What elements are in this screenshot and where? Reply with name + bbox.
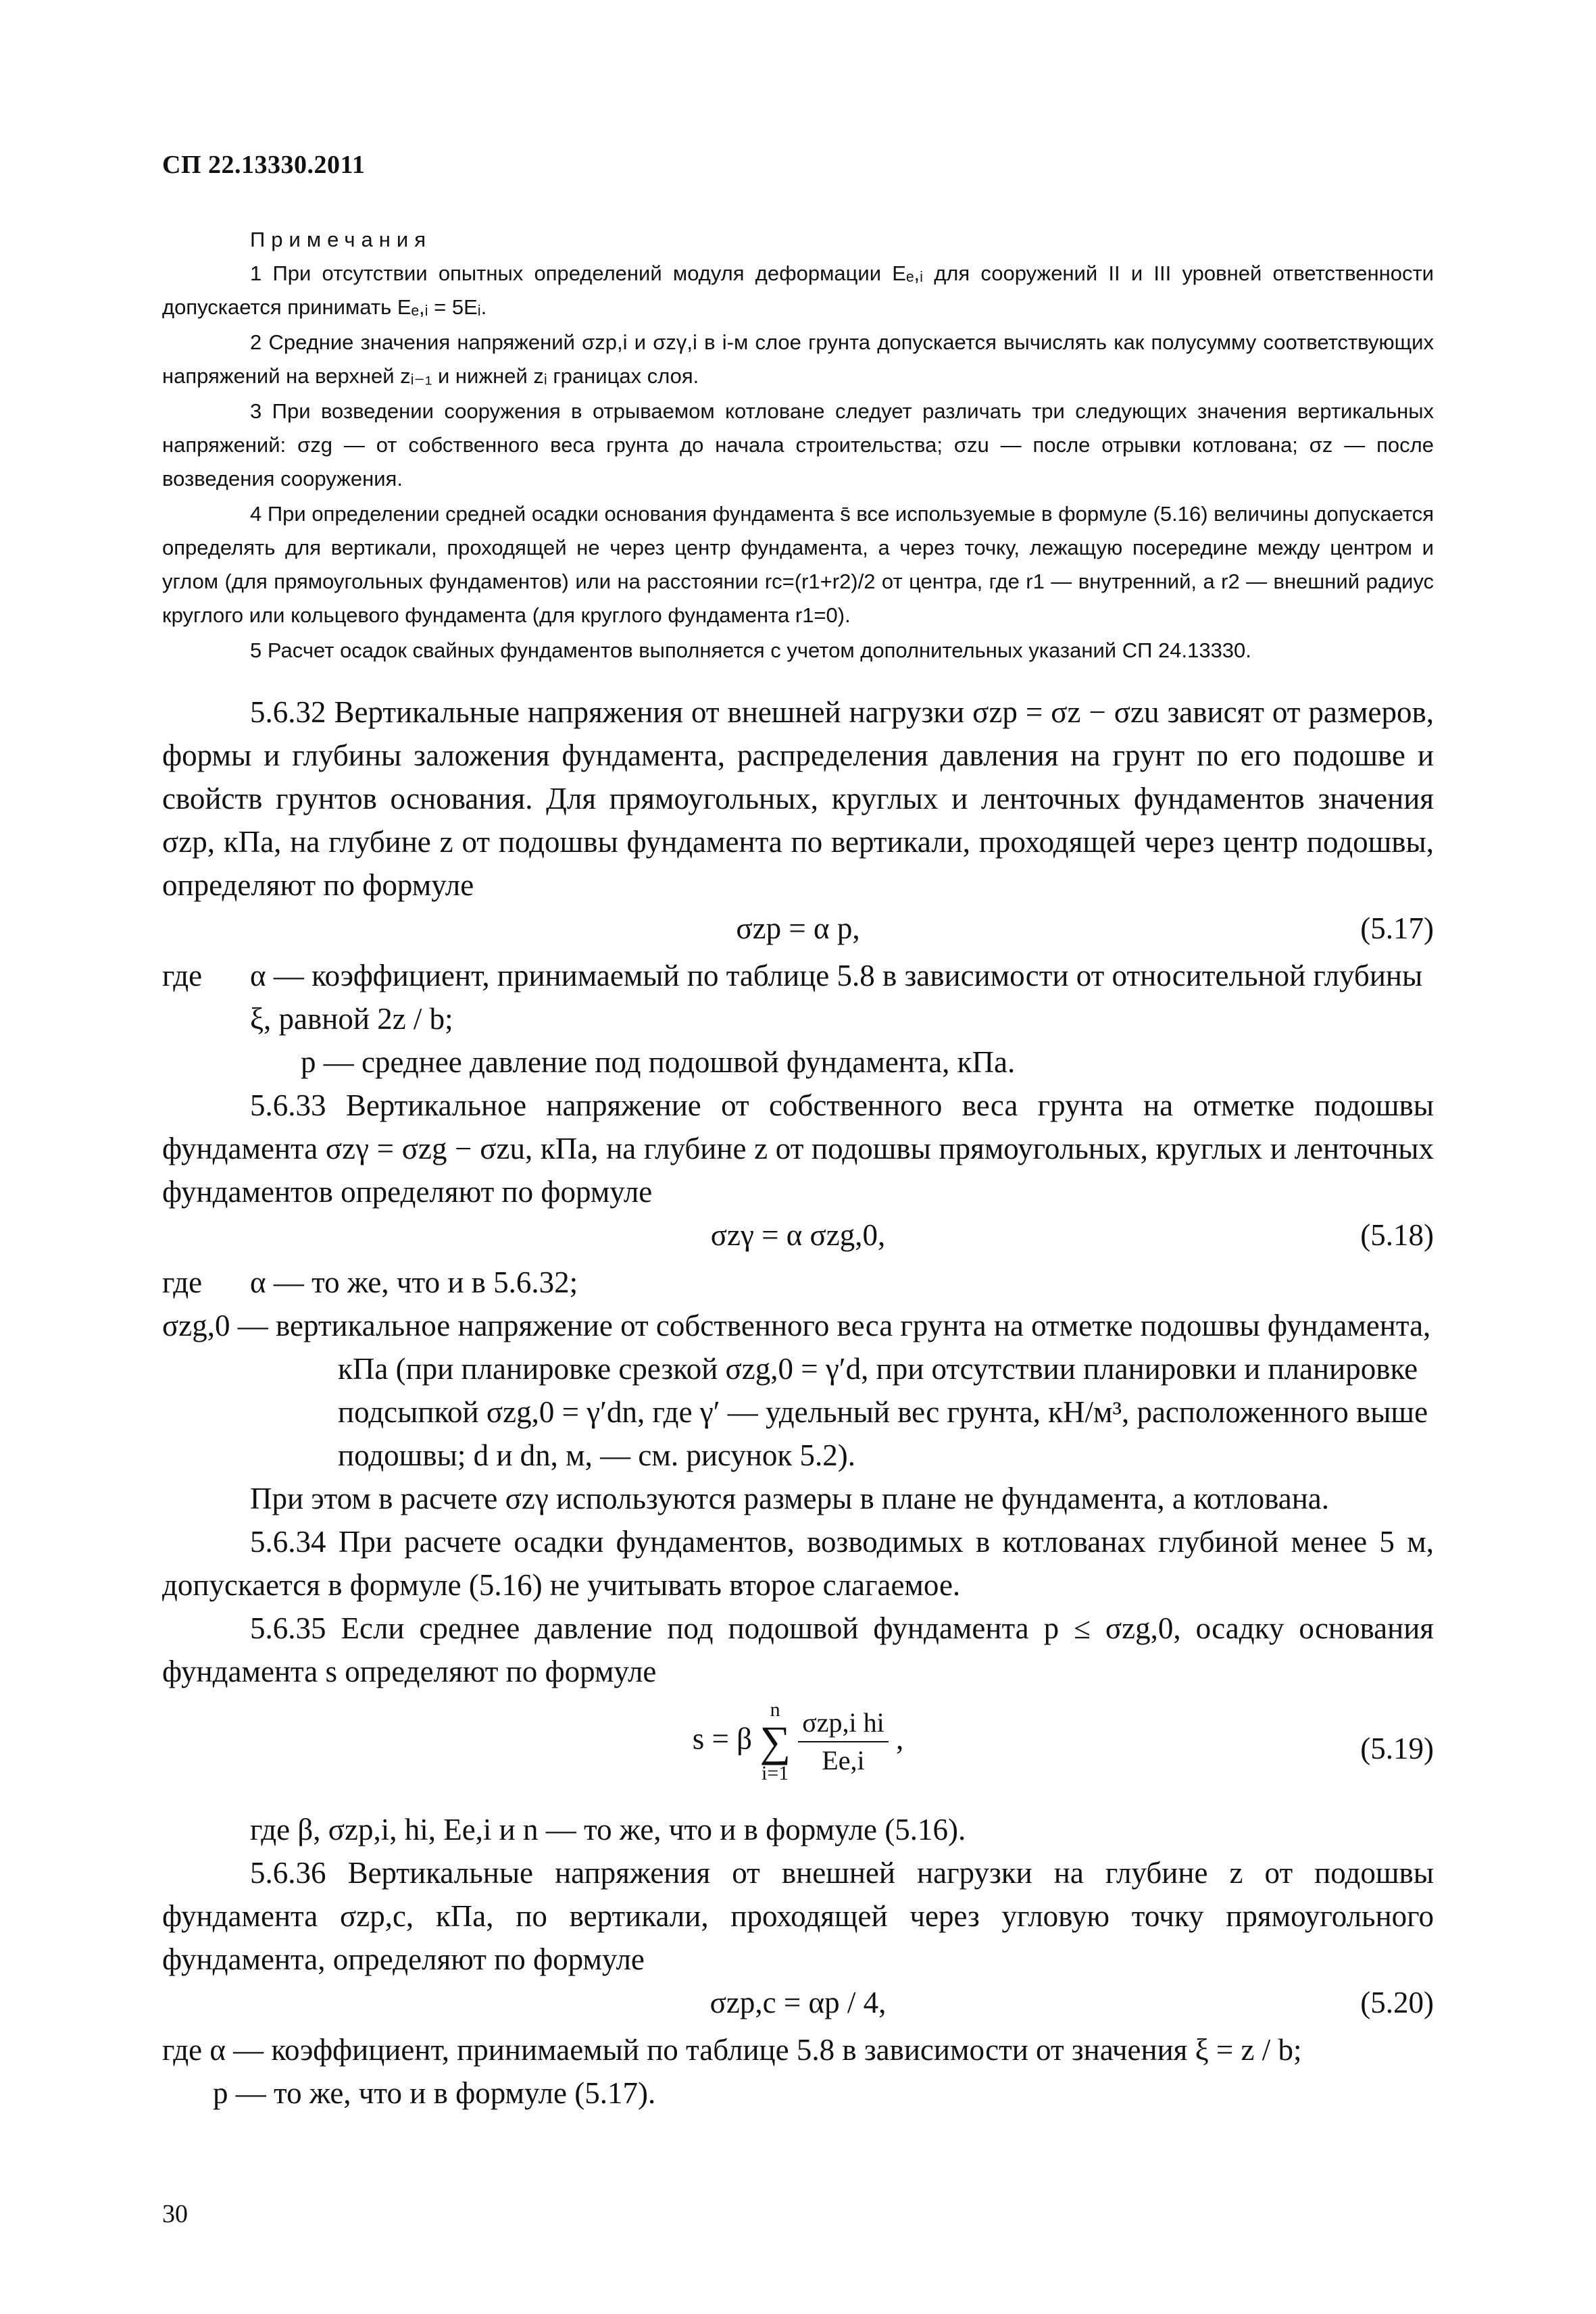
clause-5-6-35: 5.6.35 Если среднее давление под подошвой фундамента p ≤ σzg,0, осадку основания фундамента s определяют по формуле — [162, 1611, 1434, 1688]
sum-operator: ∑ — [759, 1717, 791, 1765]
formula-5-19-tail: , — [895, 1721, 904, 1756]
fraction-numerator: σzp,i hi — [798, 1705, 889, 1742]
where-label: где — [162, 959, 203, 992]
note-5: 5 Расчет осадок свайных фундаментов выполняется с учетом дополнительных указаний СП 24.13330. — [250, 638, 1251, 662]
formula-5-19-lhs: s = β — [692, 1721, 753, 1756]
formula-5-17 — [162, 907, 1434, 954]
plan-dimensions-note: При этом в расчете σzγ используются размеры в плане не фундамента, а котлована. — [250, 1482, 1330, 1515]
note-4: 4 При определении средней осадки основания фундамента s̄ все используемые в формуле (5.16) величины допускается определять для вертикали, проходящей не через центр фундамента, а через точку, лежащую посередине между центром и углом (для прямоугольных фундаментов) или на расстоянии rc=(r1+r2)/2 от центра, где r1 — внутренний, а r2 — внешний радиус круглого или кольцевого фундамента (для круглого фундамента r1=0). — [162, 502, 1434, 627]
page-number: 30 — [162, 2200, 188, 2228]
note-1: 1 При отсутствии опытных определений модуля деформации Eₑ,ᵢ для сооружений II и III уровней ответственности допускается принимать Eₑ,ᵢ = 5Eᵢ. — [162, 261, 1434, 319]
document-code: СП 22.13330.2011 — [162, 151, 366, 179]
clause-5-6-36: 5.6.36 Вертикальные напряжения от внешней нагрузки на глубине z от подошвы фундамента σzp,c, кПа, по вертикали, проходящей через угловую точку прямоугольного фундамента, определяют по формуле — [162, 1856, 1434, 1976]
formula-5-18 — [162, 1213, 1434, 1261]
notes-block — [162, 223, 1434, 669]
where-5-20-alpha: где α — коэффициент, принимаемый по таблице 5.8 в зависимости от значения ξ = z / b; — [162, 2033, 1302, 2067]
fraction — [798, 1705, 889, 1779]
note-3: 3 При возведении сооружения в отрываемом котловане следует различать три следующих значения вертикальных напряжений: σzg — от собственного веса грунта до начала строительства; σzu — после отрывки котлована; σz — после возведения сооружения. — [162, 399, 1434, 491]
fraction-denominator: Ee,i — [822, 1745, 865, 1776]
where-5-19: где β, σzp,i, hi, Ee,i и n — то же, что и в формуле (5.16). — [250, 1813, 966, 1846]
where-5-20-p: p — то же, что и в формуле (5.17). — [213, 2076, 656, 2110]
summation — [759, 1700, 791, 1784]
clause-5-6-33: 5.6.33 Вертикальное напряжение от собственного веса грунта на отметке подошвы фундамента σzγ = σzg − σzu, кПа, на глубине z от подошвы прямоугольных, круглых и ленточных фундаментов определяют по формуле — [162, 1088, 1434, 1209]
formula-5-20-number: (5.20) — [1360, 1986, 1434, 2019]
main-text — [162, 690, 1434, 2115]
formula-5-20-expr: σzp,c = αp / 4, — [709, 1986, 887, 2019]
formula-5-19 — [162, 1693, 1434, 1808]
where-label: где — [162, 1265, 203, 1299]
sigma-zg0-definition: σzg,0 — вертикальное напряжение от собственного веса грунта на отметке подошвы фундамента, кПа (при планировке срезкой σzg,0 = γ′d, при отсутствии планировки и планировке подсыпкой σzg,0 = γ′dn, где γ′ — удельный вес грунта, кН/м³, расположенного выше подошвы; d и dn, м, — см. рисунок 5.2). — [162, 1309, 1431, 1472]
formula-5-18-expr: σzγ = α σzg,0, — [710, 1218, 886, 1252]
clause-5-6-34: 5.6.34 При расчете осадки фундаментов, возводимых в котлованах глубиной менее 5 м, допускается в формуле (5.16) не учитывать второе слагаемое. — [162, 1525, 1434, 1602]
sum-upper-limit: n — [770, 1699, 780, 1721]
formula-5-19-number: (5.19) — [1360, 1732, 1434, 1765]
formula-5-17-number: (5.17) — [1360, 911, 1434, 945]
alpha-definition: α — то же, что и в 5.6.32; — [250, 1265, 578, 1299]
clause-5-6-32: 5.6.32 Вертикальные напряжения от внешней нагрузки σzp = σz − σzu зависят от размеров, формы и глубины заложения фундамента, распределения давления на грунт по его подошве и свойств грунтов основания. Для прямоугольных, круглых и ленточных фундаментов значения σzp, кПа, на глубине z от подошвы фундамента по вертикали, проходящей через центр подошвы, определяют по формуле — [162, 695, 1434, 902]
formula-5-20 — [162, 1981, 1434, 2028]
notes-title: Примечания — [250, 228, 432, 251]
alpha-definition: α — коэффициент, принимаемый по таблице 5.8 в зависимости от относительной глубины ξ, равной 2z / b; — [250, 959, 1423, 1036]
where-5-17 — [162, 954, 1434, 1040]
p-definition: p — среднее давление под подошвой фундамента, кПа. — [301, 1045, 1016, 1079]
note-2: 2 Средние значения напряжений σzp,i и σzγ,i в i-м слое грунта допускается вычислять как полусумму соответствующих напряжений на верхней zᵢ₋₁ и нижней zᵢ границах слоя. — [162, 330, 1434, 388]
formula-5-17-expr: σzp = α p, — [736, 911, 860, 945]
sum-lower-limit: i=1 — [761, 1762, 789, 1784]
where-5-18 — [162, 1261, 1434, 1304]
formula-5-18-number: (5.18) — [1360, 1218, 1434, 1252]
